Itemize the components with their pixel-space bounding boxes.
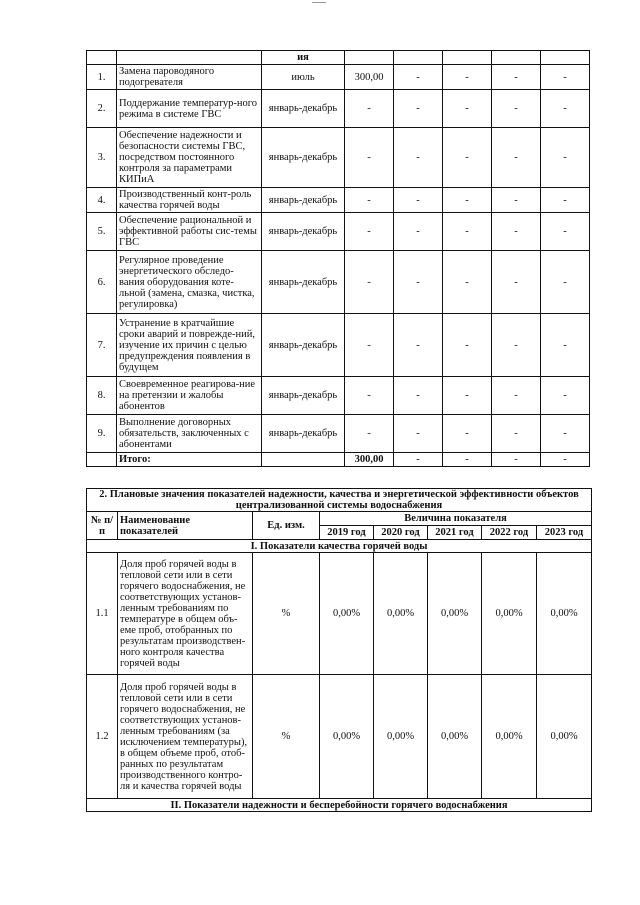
table-row: 1. Замена пароводяного подогревателя июль 300,00 - - - - xyxy=(87,65,590,90)
header-year: 2022 год xyxy=(482,526,537,540)
header-year: 2021 год xyxy=(428,526,482,540)
table-header-fragment-row xyxy=(87,51,590,65)
table-row: 6. Регулярное проведение энергетического обследо-вания оборудования коте-льной (замена, смазка, чистка, регулировка) январь-декабрь - - - - - xyxy=(87,251,590,314)
table-row: 8. Своевременное реагирова-ние на претензии и жалобы абонентов январь-декабрь - - - - - xyxy=(87,377,590,415)
header-value-group: Величина показателя xyxy=(320,512,592,526)
table-row: 5. Обеспечение рациональной и эффективной работы сис-темы ГВС январь-декабрь - - - - - xyxy=(87,213,590,251)
header-unit: Ед. изм. xyxy=(253,512,320,540)
total-row: Итого: 300,00 - - - - xyxy=(87,453,590,467)
header-year: 2023 год xyxy=(537,526,592,540)
table-row: 7. Устранение в кратчайшие сроки аварий и поврежде-ний, изучение их причин с целью предупреждения появления в будущем январь-декабрь - - - - - xyxy=(87,314,590,377)
section-1-title: I. Показатели качества горячей воды xyxy=(87,540,592,553)
table-row: 1.1 Доля проб горячей воды в тепловой сети или в сети горячего водоснабжения, не соответствующих установ-ленным требованиям по температуре в общем объ-еме проб, отобранных по результатам производствен-ного контроля качества горячей воды % 0,00% 0,00% 0,00% 0,00% 0,00% xyxy=(87,553,592,675)
section-heading-row xyxy=(87,540,592,553)
measures-table xyxy=(86,50,590,467)
total-amount: 300,00 xyxy=(345,453,394,467)
header-name: Наименование показателей xyxy=(118,512,253,540)
table-row: 1.2 Доля проб горячей воды в тепловой сети или в сети горячего водоснабжения, не соответствующих установ-ленным требованиям (за исключением температуры), в общем объеме проб, отоб-ранных по результатам производственного контро-ля и качества горячей воды % 0,00% 0,00% 0,00% 0,00% 0,00% xyxy=(87,675,592,799)
section-2-title: 2. Плановые значения показателей надежности, качества и энергетической эффективности объектов централизованной системы водоснабжения xyxy=(87,489,592,512)
section-2-title-row xyxy=(87,489,592,512)
header-num: № п/п xyxy=(87,512,118,540)
section-2-heading: II. Показатели надежности и бесперебойности горячего водоснабжения xyxy=(87,799,592,812)
section-heading-row xyxy=(87,799,592,812)
table-header-row xyxy=(87,512,592,526)
page-top-mark xyxy=(312,2,326,3)
header-year: 2020 год xyxy=(374,526,428,540)
header-year: 2019 год xyxy=(320,526,374,540)
table-row: 9. Выполнение договорных обязательств, заключенных с абонентами январь-декабрь - - - - - xyxy=(87,415,590,453)
indicators-table xyxy=(86,488,592,812)
table-row: 4. Производственный конт-роль качества горячей воды январь-декабрь - - - - - xyxy=(87,188,590,213)
header-fragment: ия xyxy=(262,51,345,65)
table-row: 2. Поддержание температур-ного режима в системе ГВС январь-декабрь - - - - - xyxy=(87,90,590,128)
total-label: Итого: xyxy=(117,453,262,467)
table-row: 3. Обеспечение надежности и безопасности системы ГВС, посредством постоянного контроля за параметрами КИПиА январь-декабрь - - - - - xyxy=(87,128,590,188)
